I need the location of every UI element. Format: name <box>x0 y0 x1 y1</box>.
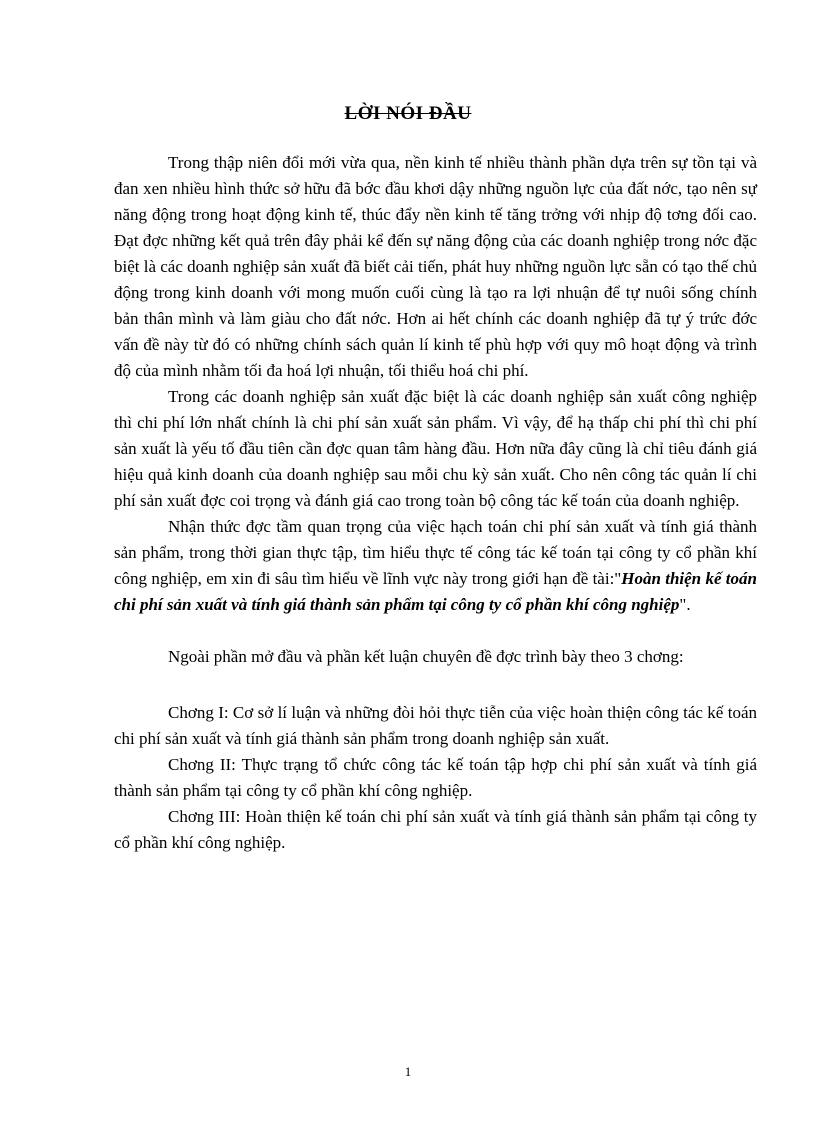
paragraph-introduction: Trong thập niên đổi mới vừa qua, nền kinh tế nhiều thành phần dựa trên sự tồn tại và đan xen nhiều hình thức sở hữu đã bớc đầu khơi dậy những nguồn lực của đất nớc, tạo nên sự năng động trong hoạt động kinh tế, thúc đẩy nền kinh tế tăng trởng với nhịp độ tơng đối cao. Đạt đợc những kết quả trên đây phải kể đến sự năng động của các doanh nghiệp trong nớc đặc biệt là các doanh nghiệp sản xuất đã biết cải tiến, phát huy những nguồn lực sẵn có tạo thế chủ động trong kinh doanh với mong muốn cuối cùng là tạo ra lợi nhuận để tự nuôi sống chính bản thân mình và làm giàu cho đất nớc. Hơn ai hết chính các doanh nghiệp đã tự ý trức đớc vấn đề này từ đó có những chính sách quản lí kinh tế phù hợp với quy mô hoạt động và trình độ của mình nhằm tối đa hoá lợi nhuận, tối thiểu hoá chi phí. <box>114 153 757 380</box>
topic-lead-text: Nhận thức đợc tầm quan trọng của việc hạch toán chi phí sản xuất và tính giá thành sản phẩm, trong thời gian thực tập, tìm hiểu thực tế công tác kế toán tại công ty cổ phần khí công nghiệp, em xin đi sâu tìm hiểu về lĩnh vực này trong giới hạn đề tài:" <box>114 517 757 588</box>
spacer <box>114 618 757 644</box>
page-title: LỜI NÓI ĐẦU <box>344 103 472 124</box>
paragraph-production-costs: Trong các doanh nghiệp sản xuất đặc biệt là các doanh nghiệp sản xuất công nghiệp thì chi phí lớn nhất chính là chi phí sản xuất sản phẩm. Vì vậy, để hạ thấp chi phí thì chi phí sản xuất là yếu tố đầu tiên cần đợc quan tâm hàng đầu. Hơn nữa đây cũng là chỉ tiêu đánh giá hiệu quả kinh doanh của doanh nghiệp sau mỗi chu kỳ sản xuất. Cho nên công tác quản lí chi phí sản xuất đợc coi trọng và đánh giá cao trong toàn bộ công tác kế toán của doanh nghiệp. <box>114 387 757 510</box>
chapter-1-summary: Chơng I: Cơ sở lí luận và những đòi hỏi thực tiễn của việc hoàn thiện công tác kế toán chi phí sản xuất và tính giá thành sản phẩm trong doanh nghiệp sản xuất. <box>114 703 757 748</box>
page-number: 1 <box>404 1064 412 1079</box>
paragraph-topic <box>114 514 757 618</box>
spacer <box>114 670 757 700</box>
chapter-2-summary: Chơng II: Thực trạng tổ chức công tác kế toán tập hợp chi phí sản xuất và tính giá thành sản phẩm tại công ty cổ phần khí công nghiệp. <box>114 755 757 800</box>
topic-title: Hoàn thiện kế toán chi phí sản xuất và tính giá thành sản phẩm tại công ty cổ phần khí công nghiệp <box>114 569 757 614</box>
topic-closing: ". <box>679 595 691 614</box>
document-body <box>114 150 757 856</box>
paragraph-structure: Ngoài phần mở đầu và phần kết luận chuyên đề đợc trình bày theo 3 chơng: <box>168 647 684 666</box>
chapter-3-summary: Chơng III: Hoàn thiện kế toán chi phí sản xuất và tính giá thành sản phẩm tại công ty cổ phần khí công nghiệp. <box>114 807 757 852</box>
